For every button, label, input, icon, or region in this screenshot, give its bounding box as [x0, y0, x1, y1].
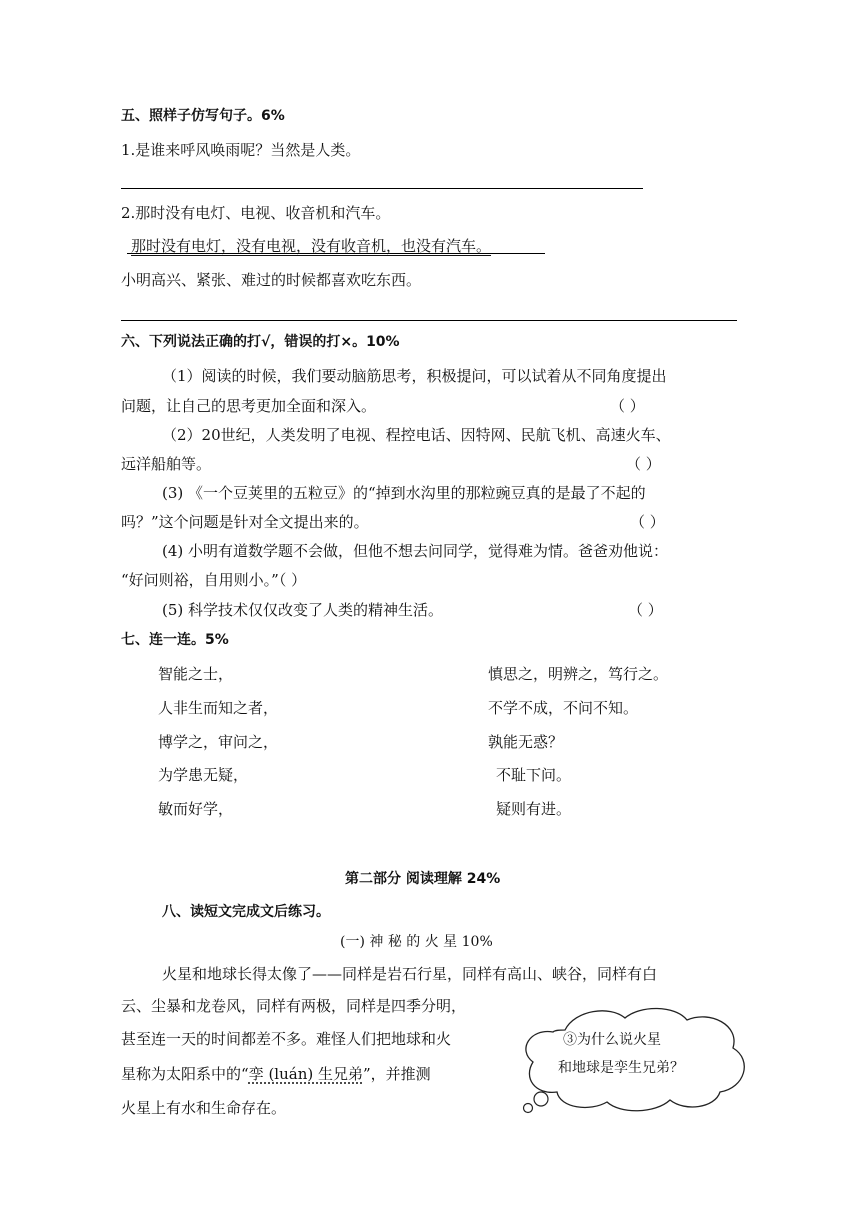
- s6-item-1-line2: 问题，让自己的思考更加全面和深入。: [121, 397, 377, 415]
- s6-item-3-line1: (3) 《一个豆荚里的五粒豆》的“掉到水沟里的那粒豌豆真的是最了不起的: [162, 484, 646, 502]
- answer-line-2[interactable]: [121, 320, 737, 321]
- section-7-heading: 七、连一连。5%: [121, 632, 229, 648]
- match-right-2[interactable]: 不学不成，不问不知。: [488, 699, 639, 717]
- passage-title: (一) 神 秘 的 火 星 10%: [340, 934, 493, 950]
- passage-line-4b: ”，并推测: [362, 1065, 431, 1083]
- s6-item-2-line1: （2）20世纪，人类发明了电视、程控电话、因特网、民航飞机、高速火车、: [162, 426, 671, 444]
- s5-question-2: 2.那时没有电灯、电视、收音机和汽车。: [121, 204, 391, 222]
- match-left-1[interactable]: 智能之士，: [158, 665, 234, 683]
- match-left-5[interactable]: 敏而好学，: [158, 800, 234, 818]
- s5-question-3: 小明高兴、紧张、难过的时候都喜欢吃东西。: [121, 271, 422, 289]
- twin-brothers-term: 孪 (luán) 生兄弟: [248, 1065, 363, 1083]
- s6-item-4-line1: (4) 小明有道数学题不会做，但他不想去问同学，觉得难为情。爸爸劝他说：: [162, 542, 669, 560]
- part-2-title: 第二部分 阅读理解 24%: [345, 871, 501, 887]
- passage-line-5: 火星上有水和生命存在。: [121, 1099, 287, 1117]
- match-right-5[interactable]: 疑则有进。: [496, 800, 572, 818]
- passage-line-4a: 星称为太阳系中的“: [121, 1065, 249, 1083]
- match-left-4[interactable]: 为学患无疑，: [158, 766, 249, 784]
- s6-item-3-line2: 吗？”这个问题是针对全文提出来的。: [121, 513, 369, 531]
- section-8-heading: 八、读短文完成文后练习。: [162, 904, 330, 920]
- match-right-3[interactable]: 孰能无惑？: [488, 733, 564, 751]
- cloud-question-line-2: 和地球是孪生兄弟？: [558, 1060, 684, 1076]
- s6-item-5-line1: (5) 科学技术仅仅改变了人类的精神生活。: [162, 601, 444, 619]
- example-underline: [127, 253, 545, 254]
- match-left-2[interactable]: 人非生而知之者，: [158, 699, 279, 717]
- answer-line-1[interactable]: [121, 188, 643, 189]
- match-right-4[interactable]: 不耻下问。: [496, 766, 572, 784]
- s6-item-2-answer-box[interactable]: （ ）: [626, 455, 661, 473]
- match-left-3[interactable]: 博学之，审问之，: [158, 733, 279, 751]
- s6-item-3-answer-box[interactable]: （ ）: [630, 513, 665, 531]
- passage-line-2: 云、尘暴和龙卷风，同样有两极，同样是四季分明，: [121, 997, 467, 1015]
- s5-question-1: 1.是谁来呼风唤雨呢？当然是人类。: [121, 141, 361, 159]
- s5-example-answer: 那时没有电灯，没有电视，没有收音机，也没有汽车。: [131, 237, 492, 255]
- section-6-heading: 六、下列说法正确的打√，错误的打×。10%: [121, 334, 400, 350]
- passage-line-4: [121, 1064, 431, 1084]
- passage-line-1: 火星和地球长得太像了——同样是岩石行星，同样有高山、峡谷，同样有白: [162, 965, 658, 983]
- s6-item-2-line2: 远洋船舶等。: [121, 455, 212, 473]
- match-right-1[interactable]: 慎思之，明辨之，笃行之。: [488, 665, 669, 683]
- cloud-question-line-1: ③为什么说火星: [563, 1032, 661, 1048]
- s6-item-5-answer-box[interactable]: （ ）: [628, 601, 663, 619]
- s6-item-4-line2: “好问则裕，自用则小。”（ ）: [121, 571, 307, 589]
- s6-item-1-line1: （1）阅读的时候，我们要动脑筋思考，积极提问，可以试着从不同角度提出: [162, 367, 667, 385]
- section-5-heading: 五、照样子仿写句子。6%: [121, 108, 285, 124]
- s6-item-1-answer-box[interactable]: （ ）: [610, 397, 645, 415]
- passage-line-3: 甚至连一天的时间都差不多。难怪人们把地球和火: [121, 1030, 452, 1048]
